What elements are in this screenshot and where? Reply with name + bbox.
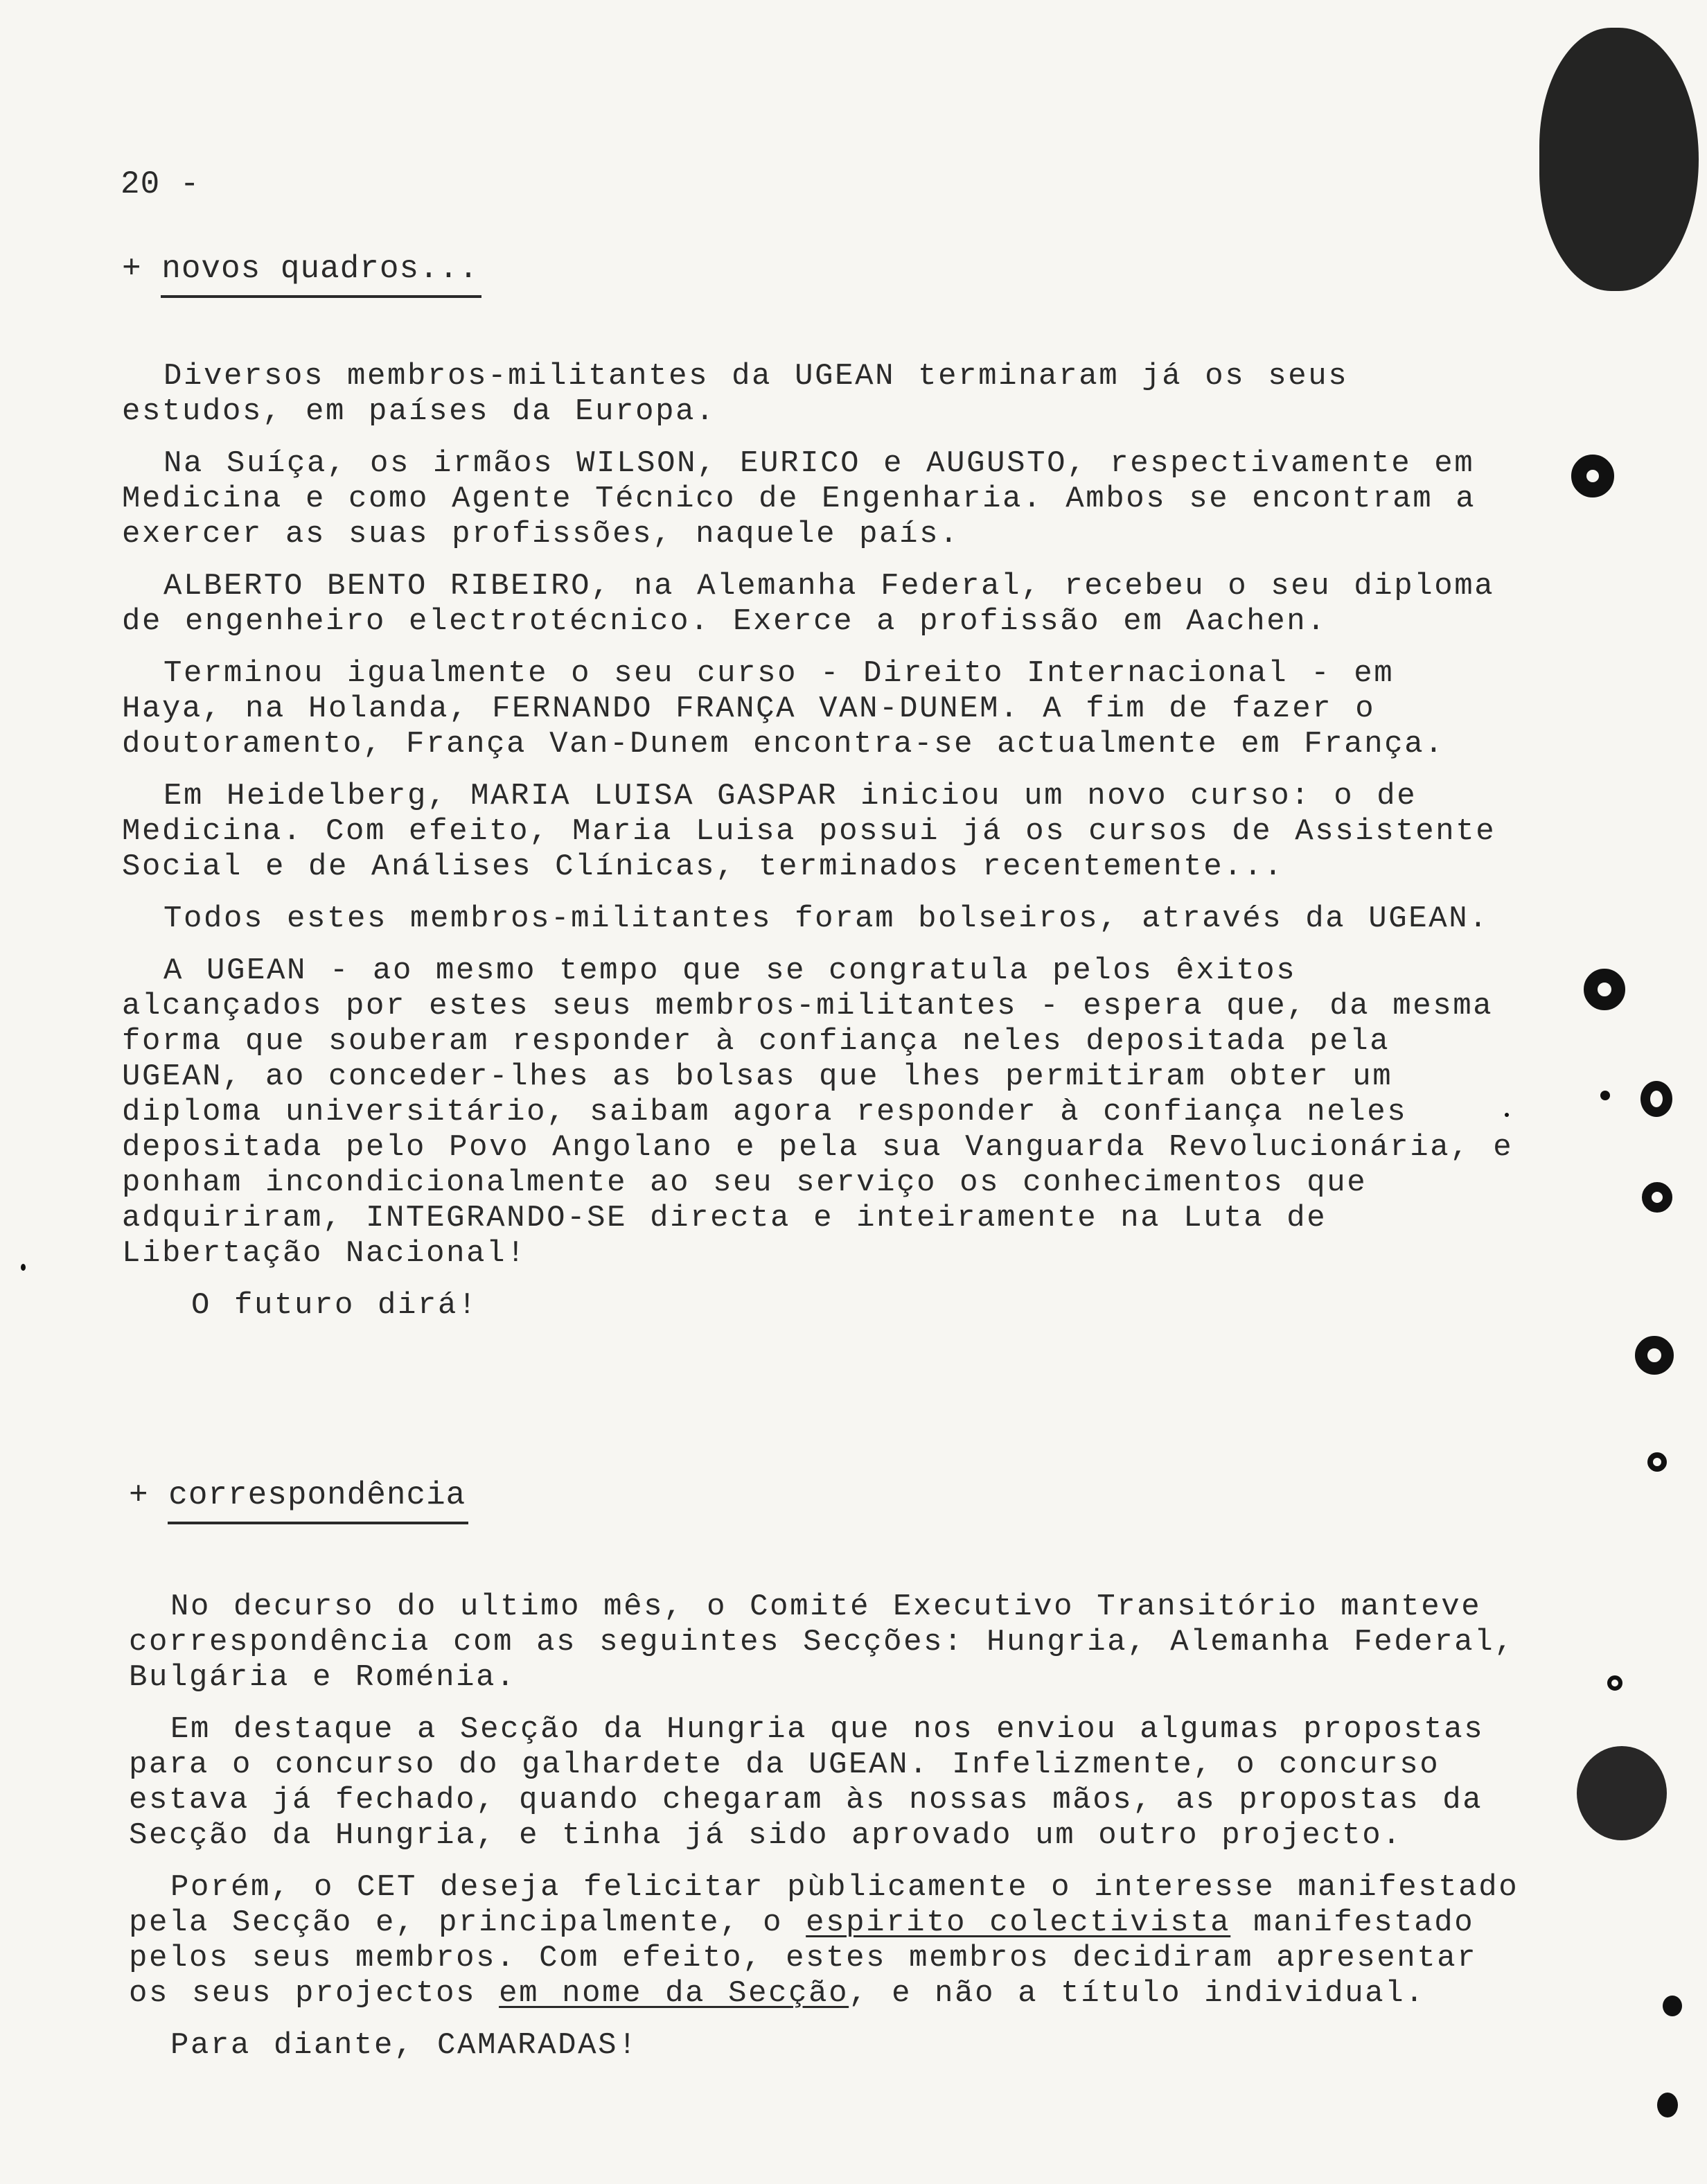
scan-blot — [1577, 1746, 1667, 1840]
paragraph: Em destaque a Secção da Hungria que nos enviou algumas propostas para o concurso do galhardete da UGEAN. Infelizmente, o concurso estava já fechado, quando chegaram às nossas mãos, as propostas da Secção da Hungria, e tinha já sido aprovado um outro projecto. — [129, 1712, 1485, 1853]
paragraph: A UGEAN - ao mesmo tempo que se congratula pelos êxitos alcançados por estes seus membros-militantes - espera que, da mesma forma que souberam responder à confiança neles depositada pela UGEAN, ao conceder-lhes as bolsas que lhes permitiram obter um diploma universitário, saibam agora responder à confiança neles depositada pelo Povo Angolano e pela sua Vanguarda Revolucionária, e ponham incondicionalmente ao seu serviço os conhecimentos que adquiriram, INTEGRANDO-SE directa e inteiramente na Luta de Libertação Nacional! — [122, 953, 1514, 1271]
section-body — [129, 1589, 1521, 2063]
paragraph: No decurso do ultimo mês, o Comité Executivo Transitório manteve correspondência com as seguintes Secções: Hungria, Alemanha Federal, Bulgária e Roménia. — [129, 1589, 1515, 1695]
underlined-phrase: em nome da Secção — [499, 1976, 849, 2011]
closing-line: O futuro dirá! — [191, 1288, 479, 1323]
paragraph: ALBERTO BENTO RIBEIRO, na Alemanha Federal, recebeu o seu diploma de engenheiro electrotécnico. Exerce a profissão em Aachen. — [122, 569, 1495, 639]
paragraph: Terminou igualmente o seu curso - Direito Internacional - em Haya, na Holanda, FERNANDO FRANÇA VAN-DUNEM. A fim de fazer o doutoramento, França Van-Dunem encontra-se actualmente em França. — [122, 656, 1445, 761]
punch-hole-mark — [1647, 1452, 1667, 1472]
punch-hole-mark — [1571, 455, 1614, 497]
scan-speck — [1600, 1091, 1610, 1100]
section-novos-quadros — [122, 251, 1514, 1340]
section-correspondencia — [129, 1477, 1521, 2080]
punch-hole-mark — [1584, 969, 1625, 1010]
section-heading: + correspondência — [129, 1477, 466, 1524]
underlined-phrase: espirito colectivista — [806, 1905, 1231, 1940]
punch-hole-mark — [1642, 1182, 1672, 1213]
paragraph — [129, 1870, 1521, 2011]
paragraph: Em Heidelberg, MARIA LUISA GASPAR iniciou um novo curso: o de Medicina. Com efeito, Maria Luisa possui já os cursos de Assistente Social e de Análises Clínicas, terminados recentemente... — [122, 779, 1496, 884]
paragraph: Todos estes membros-militantes foram bolseiros, através da UGEAN. — [163, 901, 1489, 936]
section-body — [122, 359, 1514, 1323]
scan-blot — [1539, 28, 1699, 291]
paragraph-text: , e não a título individual. — [849, 1976, 1426, 2011]
paragraph: Na Suíça, os irmãos WILSON, EURICO e AUGUSTO, respectivamente em Medicina e como Agente Técnico de Engenharia. Ambos se encontram a exercer as suas profissões, naquele país. — [122, 446, 1476, 552]
page-number: 20 - — [121, 166, 200, 202]
paragraph: Diversos membros-militantes da UGEAN terminaram já os seus estudos, em países da Europa. — [122, 359, 1349, 429]
punch-hole-mark — [1640, 1081, 1672, 1117]
scan-speck — [1505, 1113, 1509, 1117]
punch-hole-mark — [1607, 1675, 1622, 1691]
punch-hole-mark — [1635, 1336, 1674, 1375]
paragraph-text: manifestado pelos seus membros. Com efeito, estes membros decidiram apresentar os seus projectos — [129, 1905, 1478, 2011]
paragraph-text: Porém, o CET deseja felicitar pùblicamente o interesse manifestado pela Secção e, principalmente, o — [129, 1870, 1519, 1940]
scan-speck — [1663, 1996, 1682, 2016]
scan-speck — [21, 1264, 26, 1271]
section-heading: + novos quadros... — [122, 251, 479, 298]
scan-speck — [1657, 2093, 1678, 2117]
closing-line: Para diante, CAMARADAS! — [170, 2028, 639, 2063]
